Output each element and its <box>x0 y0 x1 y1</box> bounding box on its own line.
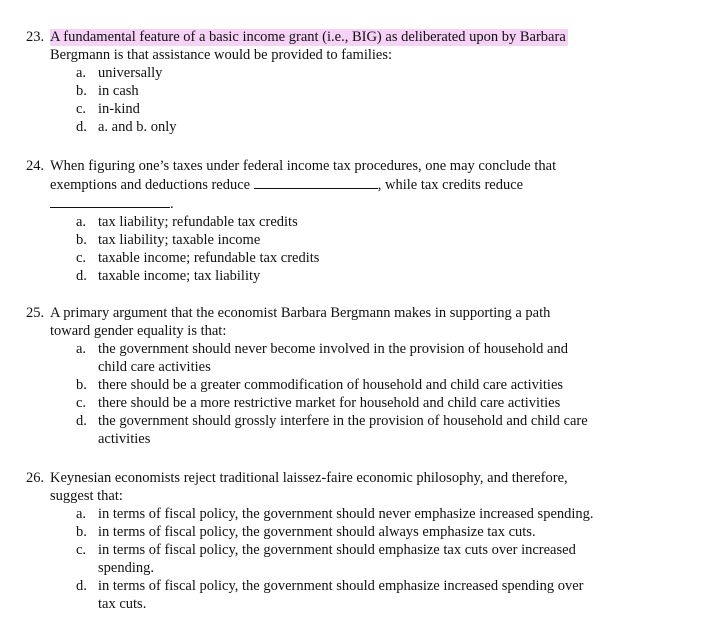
answer-option-b <box>76 523 696 541</box>
option-text: activities <box>98 431 151 447</box>
option-text: in terms of fiscal policy, the government should emphasize tax cuts over increased <box>98 542 576 558</box>
question-23 <box>26 28 696 136</box>
option-text: in terms of fiscal policy, the government should always emphasize tax cuts. <box>98 524 536 540</box>
question-24 <box>26 157 696 285</box>
option-letter: a. <box>76 214 87 230</box>
question-text-line: A primary argument that the economist Barbara Bergmann makes in supporting a path <box>50 305 551 321</box>
question-number: 25. <box>26 305 45 321</box>
question-stem <box>26 304 696 340</box>
option-letter: c. <box>76 101 87 117</box>
question-text-fragment: exemptions and deductions reduce <box>50 177 251 193</box>
question-26 <box>26 469 696 613</box>
question-text-line <box>50 194 696 213</box>
question-text-fragment: , while tax credits reduce <box>377 177 524 193</box>
option-text: in cash <box>98 83 139 99</box>
question-number: 26. <box>26 470 45 486</box>
option-letter: d. <box>76 268 87 284</box>
answer-option-a <box>76 340 696 376</box>
option-text: in terms of fiscal policy, the government should never emphasize increased spending. <box>98 506 594 522</box>
answer-options <box>26 505 696 613</box>
answer-option-c <box>76 100 696 118</box>
option-text: there should be a more restrictive market for household and child care activities <box>98 395 561 411</box>
answer-option-b <box>76 376 696 394</box>
option-text: spending. <box>98 560 154 576</box>
highlighted-text: A fundamental feature of a basic income grant (i.e., BIG) as deliberated upon by Barbara <box>50 29 566 45</box>
option-text: tax cuts. <box>98 596 147 612</box>
question-text-line: Bergmann is that assistance would be provided to families: <box>50 47 393 63</box>
question-text-line: Keynesian economists reject traditional laissez-faire economic philosophy, and therefore, <box>50 470 568 486</box>
option-letter: b. <box>76 524 87 540</box>
option-letter: d. <box>76 413 87 429</box>
answer-option-a <box>76 213 696 231</box>
question-text-line: When figuring one’s taxes under federal income tax procedures, one may conclude that <box>50 158 557 174</box>
answer-option-a <box>76 505 696 523</box>
option-letter: a. <box>76 65 87 81</box>
answer-option-c <box>76 249 696 267</box>
question-stem <box>26 469 696 505</box>
option-letter: c. <box>76 395 87 411</box>
answer-option-d <box>76 267 696 285</box>
option-letter: b. <box>76 83 87 99</box>
option-letter: b. <box>76 377 87 393</box>
answer-option-d <box>76 577 696 613</box>
answer-option-d <box>76 412 696 448</box>
option-letter: b. <box>76 232 87 248</box>
option-text: child care activities <box>98 359 211 375</box>
answer-option-c <box>76 394 696 412</box>
option-text: the government should grossly interfere in the provision of household and child care <box>98 413 588 429</box>
answer-blank-1 <box>254 175 378 189</box>
question-text-fragment: . <box>170 196 174 212</box>
question-stem <box>26 28 696 64</box>
option-letter: d. <box>76 119 87 135</box>
option-text: in-kind <box>98 101 140 117</box>
option-text: taxable income; tax liability <box>98 268 261 284</box>
option-letter: c. <box>76 250 87 266</box>
option-letter: d. <box>76 578 87 594</box>
answer-option-b <box>76 82 696 100</box>
answer-option-c <box>76 541 696 577</box>
answer-option-a <box>76 64 696 82</box>
option-text: there should be a greater commodification of household and child care activities <box>98 377 564 393</box>
question-text-line: suggest that: <box>50 488 123 504</box>
answer-option-b <box>76 231 696 249</box>
question-stem <box>26 157 696 213</box>
question-text-line <box>50 28 696 46</box>
option-text: taxable income; refundable tax credits <box>98 250 320 266</box>
answer-options <box>26 340 696 448</box>
question-number: 23. <box>26 29 45 45</box>
answer-option-d <box>76 118 696 136</box>
option-letter: a. <box>76 506 87 522</box>
option-text: in terms of fiscal policy, the government should emphasize increased spending over <box>98 578 584 594</box>
option-text: tax liability; refundable tax credits <box>98 214 298 230</box>
answer-options <box>26 213 696 285</box>
question-text-line <box>50 175 696 194</box>
option-letter: a. <box>76 341 87 357</box>
option-text: universally <box>98 65 163 81</box>
question-number: 24. <box>26 158 45 174</box>
option-text: a. and b. only <box>98 119 177 135</box>
option-text: the government should never become involved in the provision of household and <box>98 341 568 357</box>
option-text: tax liability; taxable income <box>98 232 261 248</box>
question-text-line: toward gender equality is that: <box>50 323 227 339</box>
answer-blank-2 <box>50 194 170 208</box>
option-letter: c. <box>76 542 87 558</box>
question-25 <box>26 304 696 448</box>
answer-options <box>26 64 696 136</box>
